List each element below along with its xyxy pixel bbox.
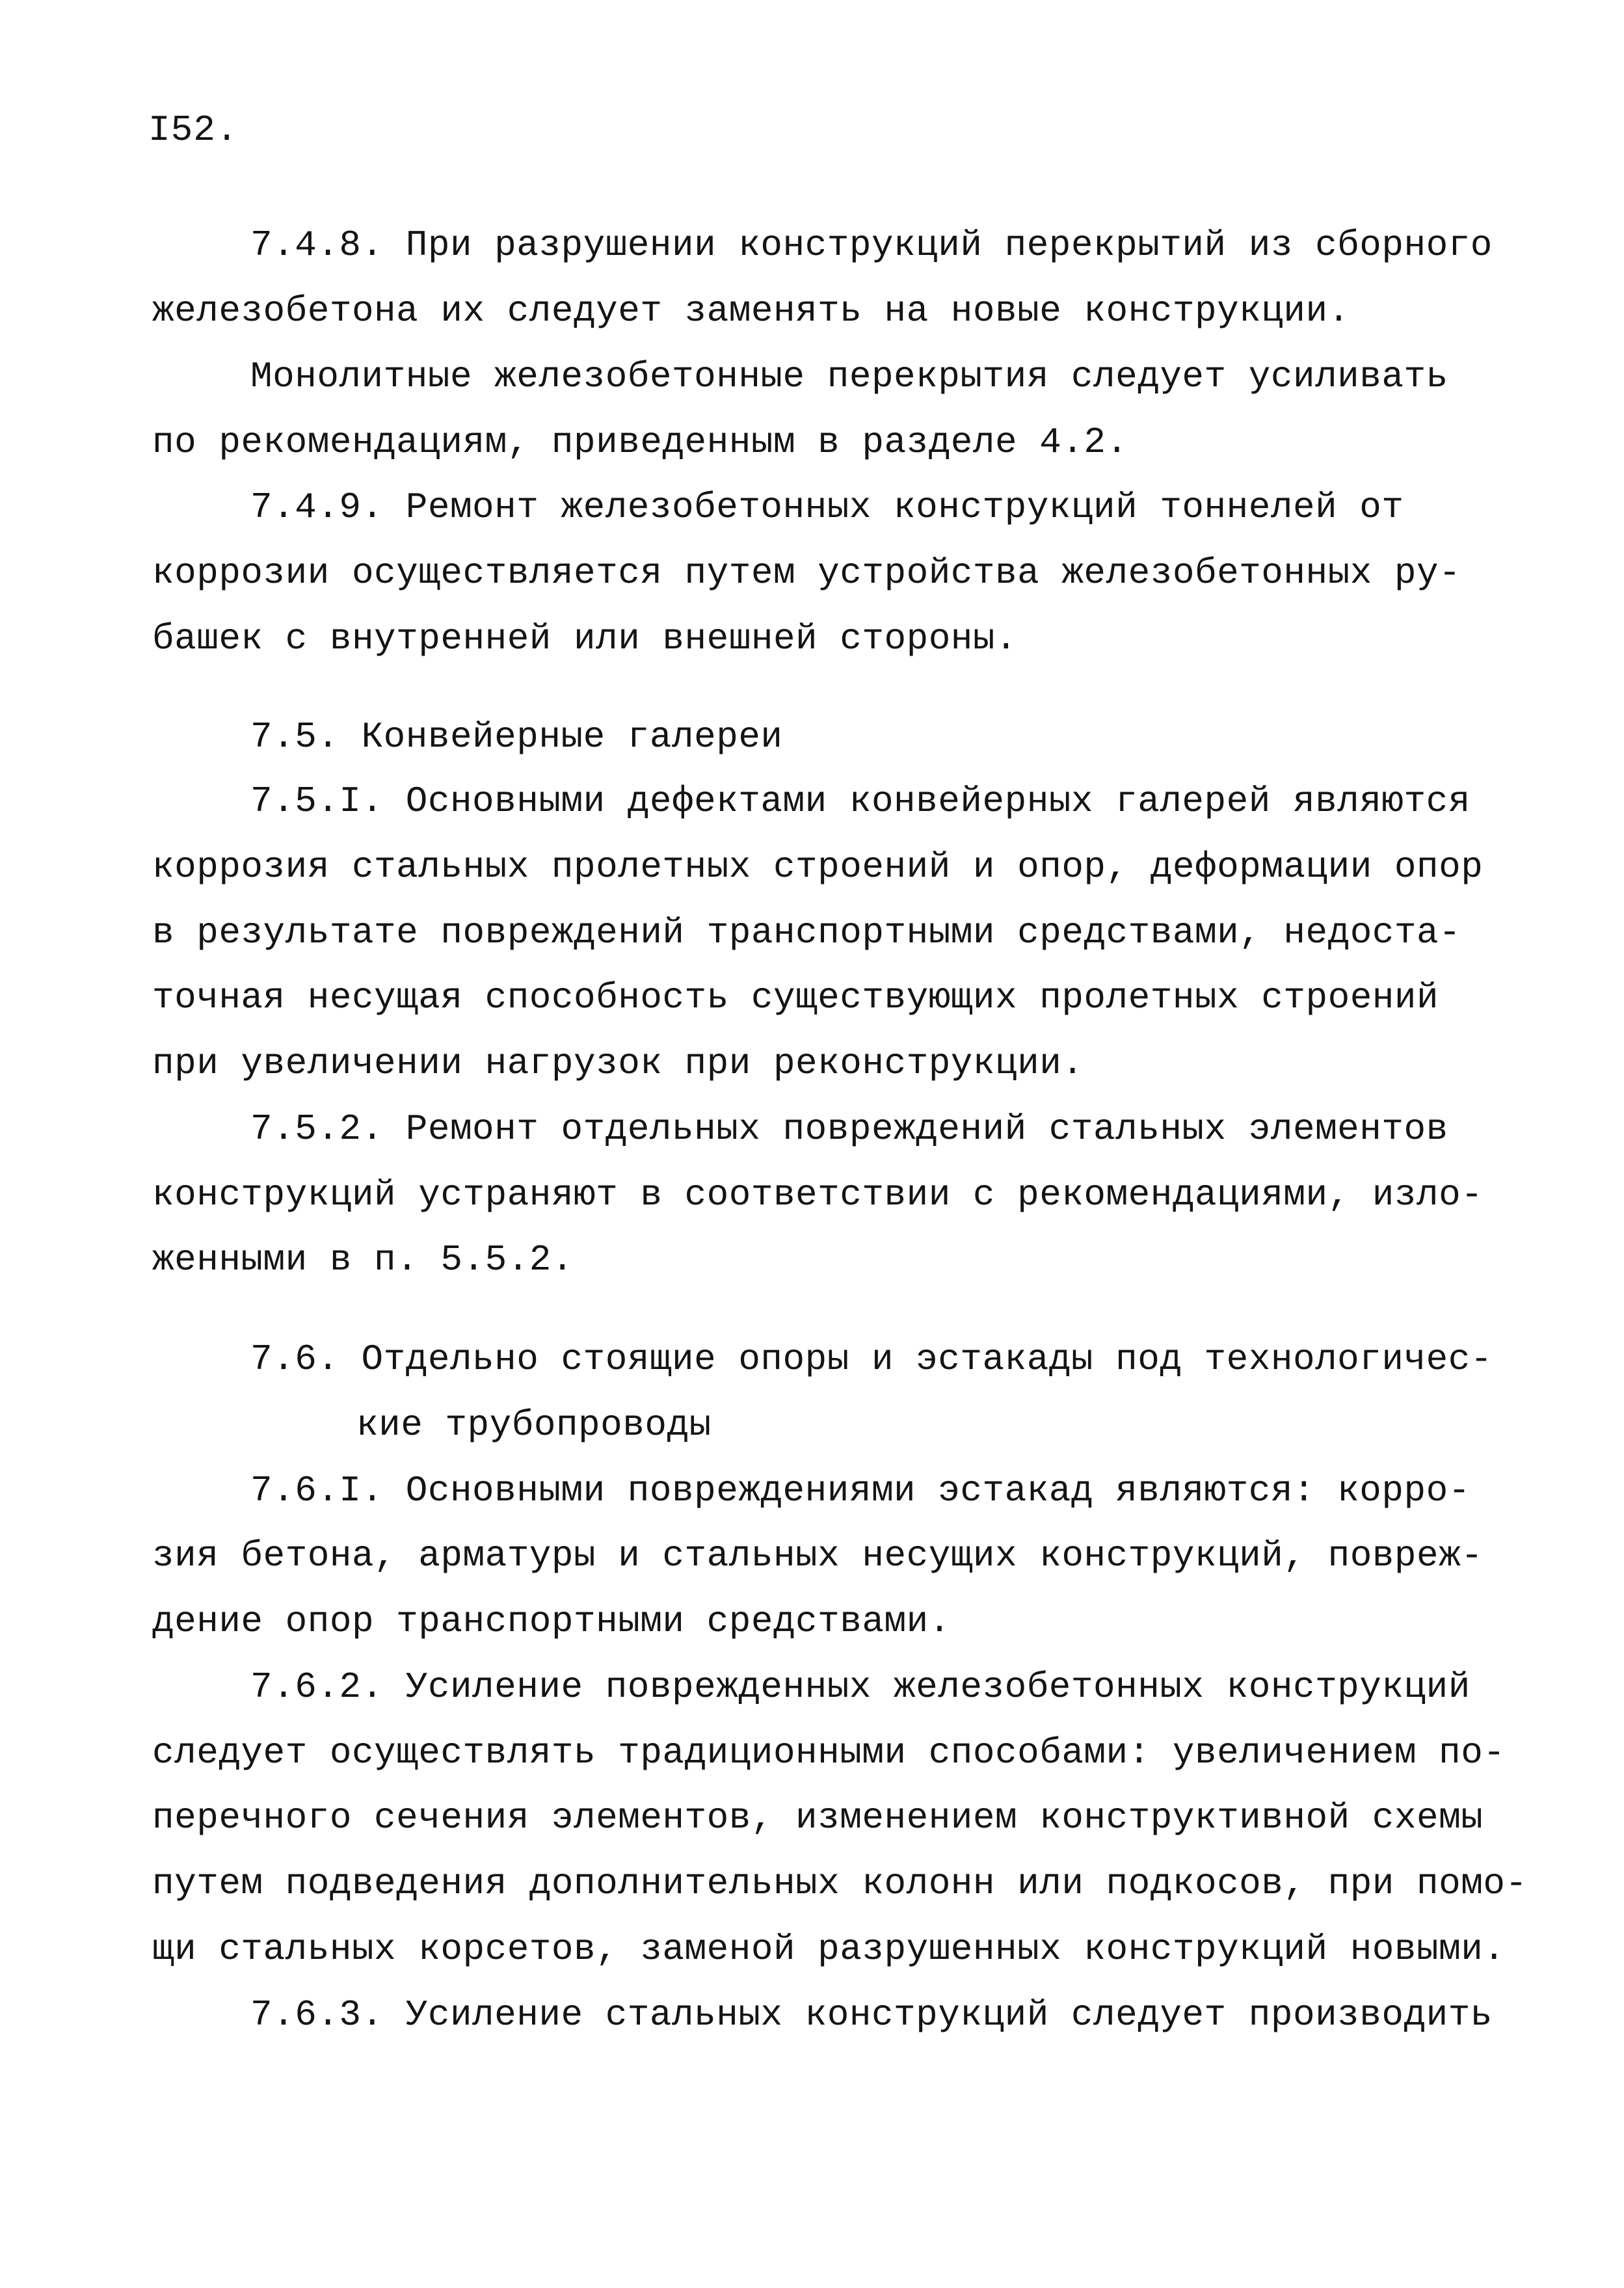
text-line: Монолитные железобетонные перекрытия следует усиливать: [250, 356, 1448, 397]
text-line: точная несущая способность существующих пролетных строений: [152, 977, 1439, 1018]
text-line: следует осуществлять традиционными способами: увеличением по-: [152, 1732, 1506, 1774]
section-heading-continuation: кие трубопроводы: [356, 1404, 712, 1446]
text-line: щи стальных корсетов, заменой разрушенных конструкций новыми.: [152, 1928, 1506, 1970]
text-line: коррозия стальных пролетных строений и опор, деформации опор: [152, 846, 1484, 888]
text-line: башек с внутренней или внешней стороны.: [152, 618, 1018, 659]
text-line: путем подведения дополнительных колонн или подкосов, при помо-: [152, 1863, 1528, 1904]
text-line: 7.6.2. Усиление поврежденных железобетонных конструкций: [250, 1666, 1471, 1708]
text-line: по рекомендациям, приведенным в разделе 4.2.: [152, 421, 1128, 463]
text-line: женными в п. 5.5.2.: [152, 1239, 574, 1281]
text-line: 7.4.9. Ремонт железобетонных конструкций тоннелей от: [250, 486, 1404, 528]
text-line: 7.6.I. Основными повреждениями эстакад являются: корро-: [250, 1470, 1471, 1511]
text-line: 7.4.8. При разрушении конструкций перекрытий из сборного: [250, 224, 1493, 266]
text-line: конструкций устраняют в соответствии с рекомендациями, изло-: [152, 1174, 1484, 1216]
text-line: перечного сечения элементов, изменением конструктивной схемы: [152, 1797, 1484, 1839]
text-line: 7.6.3. Усиление стальных конструкций следует производить: [250, 1994, 1493, 2036]
text-line: 7.5.I. Основными дефектами конвейерных галерей являются: [250, 780, 1471, 822]
text-line: при увеличении нагрузок при реконструкции.: [152, 1043, 1084, 1084]
text-line: 7.5.2. Ремонт отдельных повреждений стальных элементов: [250, 1108, 1448, 1150]
text-line: железобетона их следует заменять на новые конструкции.: [152, 290, 1350, 332]
text-line: зия бетона, арматуры и стальных несущих конструкций, повреж-: [152, 1535, 1484, 1576]
text-line: коррозии осуществляется путем устройства железобетонных ру-: [152, 552, 1461, 594]
section-heading: 7.5. Конвейерные галереи: [250, 716, 783, 758]
section-heading: 7.6. Отдельно стоящие опоры и эстакады под технологичес-: [250, 1338, 1493, 1380]
page-number: I52.: [148, 109, 239, 151]
text-line: в результате повреждений транспортными средствами, недоста-: [152, 912, 1461, 953]
text-line: дение опор транспортными средствами.: [152, 1601, 951, 1642]
